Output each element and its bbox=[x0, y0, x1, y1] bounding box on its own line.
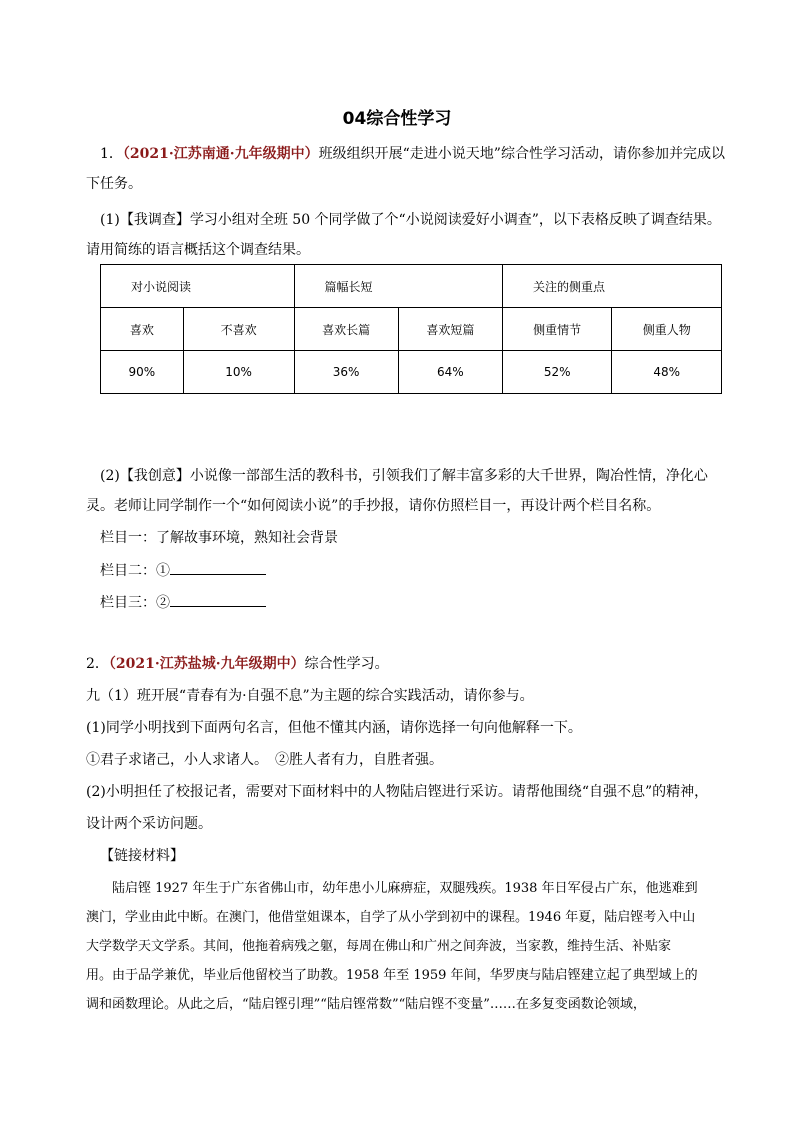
table-group-row bbox=[101, 265, 722, 308]
column-three-line bbox=[100, 592, 720, 613]
q1-intro: 班级组织开展“走进小说天地”综合性学习活动，请你参加并完成以 bbox=[318, 146, 725, 162]
q2-source: （2021·江苏盐城·九年级期中） bbox=[108, 656, 305, 672]
column-three-label: 栏目三：② bbox=[100, 595, 170, 611]
column-two-line bbox=[100, 560, 720, 581]
table-group-header: 篇幅长短 bbox=[294, 265, 502, 308]
answer-blank[interactable] bbox=[170, 560, 266, 575]
table-column-header: 不喜欢 bbox=[183, 308, 294, 351]
q2-intro: 综合性学习。 bbox=[304, 656, 389, 672]
table-group-header: 关注的侧重点 bbox=[502, 265, 721, 308]
table-column-header: 喜欢长篇 bbox=[294, 308, 398, 351]
survey-table bbox=[100, 264, 722, 394]
table-cell: 64% bbox=[398, 351, 502, 394]
answer-blank[interactable] bbox=[170, 592, 266, 607]
q2-line4: (2)小明担任了校报记者，需要对下面材料中的人物陆启铿进行采访。请帮他围绕“自强不息”的精神， bbox=[86, 784, 709, 800]
q1-intro-cont: 下任务。 bbox=[86, 176, 142, 192]
table-column-header: 喜欢 bbox=[101, 308, 184, 351]
q1-sub1-line1: (1)【我调查】学习小组对全班 50 个同学做了个“小说阅读爱好小调查”，以下表格反映了调查结果。 bbox=[100, 212, 721, 228]
material-line: 用。由于品学兼优，毕业后他留校当了助教。1958 年至 1959 年间，华罗庚与陆启铿建立起了典型域上的 bbox=[86, 968, 698, 983]
material-line: 澳门，学业由此中断。在澳门，他借堂姐课本，自学了从小学到初中的课程。1946 年夏，陆启铿考入中山 bbox=[86, 910, 696, 925]
q2-intro-line bbox=[86, 654, 706, 674]
table-column-header: 侧重情节 bbox=[502, 308, 612, 351]
table-cell: 36% bbox=[294, 351, 398, 394]
q1-number: 1． bbox=[100, 146, 123, 162]
q2-quotes: ①君子求诸己，小人求诸人。 ②胜人者有力，自胜者强。 bbox=[86, 752, 443, 768]
page-title: 04综合性学习 bbox=[342, 109, 452, 129]
q1-source: （2021·江苏南通·九年级期中） bbox=[122, 146, 319, 162]
table-column-header: 喜欢短篇 bbox=[398, 308, 502, 351]
table-cell: 90% bbox=[101, 351, 184, 394]
table-cell: 48% bbox=[612, 351, 722, 394]
material-line: 陆启铿 1927 年生于广东省佛山市，幼年患小儿麻痹症，双腿残疾。1938 年日军侵占广东，他逃难到 bbox=[86, 881, 698, 896]
material-line: 调和函数理论。从此之后，“陆启铿引理”“陆启铿常数”“陆启铿不变量”……在多复变函数论领域， bbox=[86, 997, 646, 1012]
q2-line2: (1)同学小明找到下面两句名言，但他不懂其内涵，请你选择一句向他解释一下。 bbox=[86, 720, 582, 736]
material-line: 大学数学天文学系。其间，他拖着病残之躯，每周在佛山和广州之间奔波，当家教，维持生活、补贴家 bbox=[86, 939, 672, 954]
q2-line4-cont: 设计两个采访问题。 bbox=[86, 816, 212, 832]
table-column-header: 侧重人物 bbox=[612, 308, 722, 351]
q1-sub2-line1: (2)【我创意】小说像一部部生活的教科书，引领我们了解丰富多彩的大千世界，陶冶性情，净化心 bbox=[100, 468, 708, 484]
table-value-row bbox=[101, 351, 722, 394]
q1-intro-line bbox=[100, 144, 725, 164]
table-group-header: 对小说阅读 bbox=[101, 265, 295, 308]
table-cell: 10% bbox=[183, 351, 294, 394]
column-one: 栏目一：了解故事环境，熟知社会背景 bbox=[100, 530, 338, 546]
material-label: 【链接材料】 bbox=[100, 848, 184, 864]
linked-material bbox=[86, 874, 720, 1019]
q2-line1: 九（1）班开展“青春有为·自强不息”为主题的综合实践活动，请你参与。 bbox=[86, 688, 534, 704]
table-column-row bbox=[101, 308, 722, 351]
column-two-label: 栏目二：① bbox=[100, 563, 170, 579]
table-cell: 52% bbox=[502, 351, 612, 394]
q2-number: 2． bbox=[86, 656, 109, 672]
q1-sub2-line2: 灵。老师让同学制作一个“如何阅读小说”的手抄报，请你仿照栏目一，再设计两个栏目名称。 bbox=[86, 498, 661, 514]
q1-sub1-line2: 请用简练的语言概括这个调查结果。 bbox=[86, 242, 310, 258]
